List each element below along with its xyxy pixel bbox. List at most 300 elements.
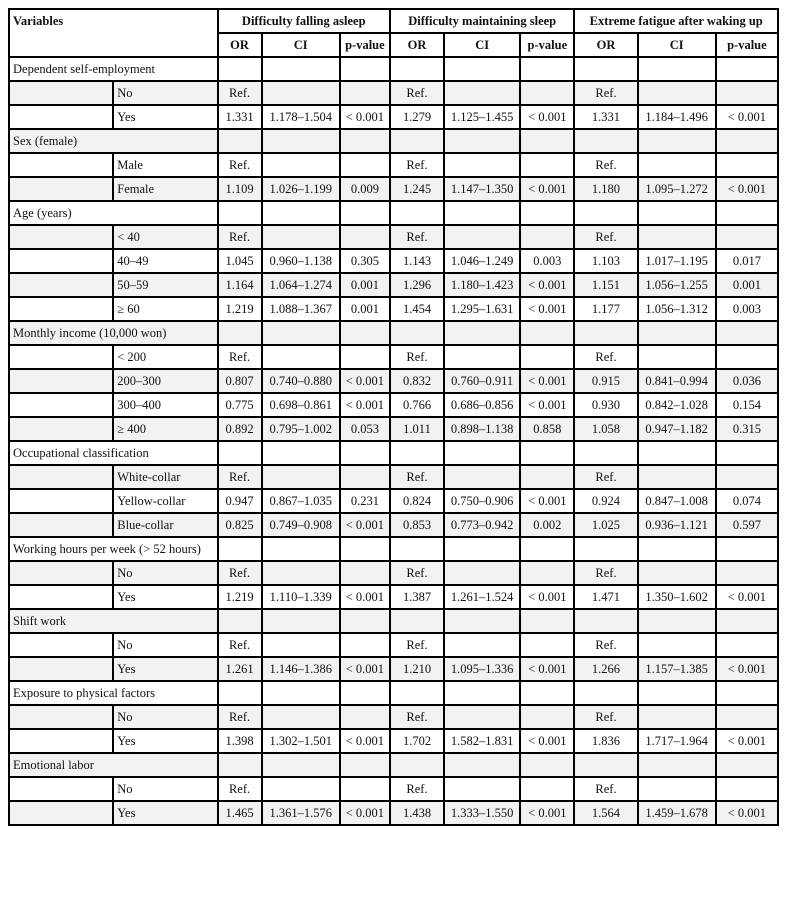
empty-cell	[520, 441, 574, 465]
p-value-cell: < 0.001	[520, 801, 574, 825]
category-label: Female	[113, 177, 217, 201]
sub-header-or: OR	[390, 33, 444, 57]
ci-cell: 0.947–1.182	[638, 417, 716, 441]
p-value-cell: < 0.001	[340, 801, 390, 825]
p-value-cell: < 0.001	[340, 585, 390, 609]
empty-cell	[444, 321, 520, 345]
empty-cell	[574, 441, 637, 465]
or-cell: 0.930	[574, 393, 637, 417]
category-label: Yes	[113, 105, 217, 129]
sub-header-ci: CI	[638, 33, 716, 57]
or-cell: Ref.	[574, 777, 637, 801]
empty-cell	[444, 681, 520, 705]
ci-cell: 1.180–1.423	[444, 273, 520, 297]
empty-cell	[716, 129, 778, 153]
ci-cell: 1.056–1.255	[638, 273, 716, 297]
table-row	[9, 657, 778, 681]
group-label: Age (years)	[9, 201, 218, 225]
or-cell: Ref.	[574, 561, 637, 585]
group-label: Dependent self-employment	[9, 57, 218, 81]
ci-cell: 1.110–1.339	[262, 585, 340, 609]
empty-cell	[262, 681, 340, 705]
category-label: Yes	[113, 585, 217, 609]
ci-cell	[638, 225, 716, 249]
or-cell: 0.807	[218, 369, 262, 393]
empty-cell	[520, 753, 574, 777]
indent-cell	[9, 369, 113, 393]
empty-cell	[390, 753, 444, 777]
p-value-cell	[340, 633, 390, 657]
or-cell: 1.438	[390, 801, 444, 825]
table-row	[9, 297, 778, 321]
empty-cell	[444, 129, 520, 153]
ci-cell: 0.698–0.861	[262, 393, 340, 417]
ci-cell: 1.302–1.501	[262, 729, 340, 753]
empty-cell	[218, 753, 262, 777]
empty-cell	[444, 441, 520, 465]
empty-cell	[390, 537, 444, 561]
or-cell: Ref.	[390, 633, 444, 657]
p-value-cell: 0.315	[716, 417, 778, 441]
indent-cell	[9, 249, 113, 273]
ci-cell: 1.157–1.385	[638, 657, 716, 681]
p-value-cell: < 0.001	[716, 177, 778, 201]
empty-cell	[574, 201, 637, 225]
table-row	[9, 465, 778, 489]
empty-cell	[340, 441, 390, 465]
p-value-cell	[340, 81, 390, 105]
group-row	[9, 57, 778, 81]
p-value-cell	[520, 561, 574, 585]
p-value-cell: 0.003	[520, 249, 574, 273]
category-label: ≥ 60	[113, 297, 217, 321]
or-cell: Ref.	[390, 225, 444, 249]
p-value-cell: 0.074	[716, 489, 778, 513]
group-row	[9, 609, 778, 633]
ci-cell: 0.960–1.138	[262, 249, 340, 273]
p-value-cell: < 0.001	[340, 513, 390, 537]
or-cell: 0.915	[574, 369, 637, 393]
empty-cell	[574, 753, 637, 777]
ci-cell: 1.361–1.576	[262, 801, 340, 825]
or-cell: Ref.	[574, 153, 637, 177]
category-label: White-collar	[113, 465, 217, 489]
group-label: Occupational classification	[9, 441, 218, 465]
or-cell: Ref.	[218, 705, 262, 729]
p-value-cell: < 0.001	[520, 273, 574, 297]
empty-cell	[638, 681, 716, 705]
p-value-cell: < 0.001	[520, 729, 574, 753]
p-value-cell	[716, 561, 778, 585]
p-value-cell: 0.305	[340, 249, 390, 273]
indent-cell	[9, 585, 113, 609]
group-row	[9, 537, 778, 561]
table-row	[9, 417, 778, 441]
or-cell: 1.011	[390, 417, 444, 441]
or-cell: 1.387	[390, 585, 444, 609]
empty-cell	[218, 201, 262, 225]
ci-cell: 0.867–1.035	[262, 489, 340, 513]
category-label: Yes	[113, 729, 217, 753]
empty-cell	[340, 57, 390, 81]
variables-header: Variables	[9, 9, 218, 57]
ci-cell: 1.056–1.312	[638, 297, 716, 321]
or-cell: 1.331	[574, 105, 637, 129]
indent-cell	[9, 393, 113, 417]
sub-header-p-value: p-value	[520, 33, 574, 57]
empty-cell	[520, 321, 574, 345]
ci-cell	[444, 345, 520, 369]
empty-cell	[262, 441, 340, 465]
empty-cell	[340, 537, 390, 561]
ci-cell: 0.842–1.028	[638, 393, 716, 417]
ci-cell	[638, 465, 716, 489]
or-cell: 1.702	[390, 729, 444, 753]
empty-cell	[638, 201, 716, 225]
p-value-cell	[716, 345, 778, 369]
p-value-cell: 0.017	[716, 249, 778, 273]
p-value-cell: < 0.001	[340, 393, 390, 417]
ci-cell: 1.178–1.504	[262, 105, 340, 129]
or-cell: Ref.	[218, 561, 262, 585]
p-value-cell: < 0.001	[716, 585, 778, 609]
indent-cell	[9, 273, 113, 297]
empty-cell	[638, 537, 716, 561]
indent-cell	[9, 489, 113, 513]
ci-cell	[638, 153, 716, 177]
sub-header-ci: CI	[444, 33, 520, 57]
or-cell: Ref.	[574, 225, 637, 249]
ci-cell: 0.686–0.856	[444, 393, 520, 417]
empty-cell	[638, 129, 716, 153]
ci-cell	[262, 81, 340, 105]
category-label: < 40	[113, 225, 217, 249]
p-value-cell	[716, 153, 778, 177]
p-value-cell	[340, 777, 390, 801]
empty-cell	[218, 537, 262, 561]
empty-cell	[262, 753, 340, 777]
p-value-cell	[520, 345, 574, 369]
p-value-cell	[520, 81, 574, 105]
group-label: Working hours per week (> 52 hours)	[9, 537, 218, 561]
ci-cell	[444, 465, 520, 489]
indent-cell	[9, 105, 113, 129]
table-row	[9, 633, 778, 657]
empty-cell	[444, 201, 520, 225]
ci-cell	[444, 633, 520, 657]
empty-cell	[520, 681, 574, 705]
or-cell: 1.331	[218, 105, 262, 129]
category-label: No	[113, 561, 217, 585]
ci-cell: 0.847–1.008	[638, 489, 716, 513]
or-cell: 1.836	[574, 729, 637, 753]
ci-cell	[638, 633, 716, 657]
empty-cell	[520, 537, 574, 561]
p-value-cell: < 0.001	[716, 801, 778, 825]
p-value-cell	[340, 465, 390, 489]
sub-header-ci: CI	[262, 33, 340, 57]
empty-cell	[340, 753, 390, 777]
empty-cell	[390, 129, 444, 153]
empty-cell	[716, 201, 778, 225]
empty-cell	[390, 681, 444, 705]
or-cell: 1.398	[218, 729, 262, 753]
ci-cell: 0.898–1.138	[444, 417, 520, 441]
empty-cell	[716, 753, 778, 777]
ci-cell	[262, 561, 340, 585]
ci-cell: 1.459–1.678	[638, 801, 716, 825]
ci-cell: 1.095–1.336	[444, 657, 520, 681]
p-value-cell	[716, 633, 778, 657]
or-cell: 0.775	[218, 393, 262, 417]
ci-cell	[444, 705, 520, 729]
group-header-maintaining-sleep: Difficulty maintaining sleep	[390, 9, 574, 33]
ci-cell: 1.350–1.602	[638, 585, 716, 609]
empty-cell	[390, 201, 444, 225]
empty-cell	[444, 537, 520, 561]
ci-cell	[638, 561, 716, 585]
table-row	[9, 777, 778, 801]
or-cell: 1.025	[574, 513, 637, 537]
empty-cell	[218, 57, 262, 81]
empty-cell	[390, 321, 444, 345]
or-cell: 1.261	[218, 657, 262, 681]
or-cell: 1.471	[574, 585, 637, 609]
indent-cell	[9, 465, 113, 489]
empty-cell	[390, 609, 444, 633]
or-cell: 0.853	[390, 513, 444, 537]
p-value-cell: < 0.001	[340, 369, 390, 393]
ci-cell: 0.740–0.880	[262, 369, 340, 393]
p-value-cell: 0.154	[716, 393, 778, 417]
p-value-cell	[716, 225, 778, 249]
ci-cell	[444, 561, 520, 585]
p-value-cell: < 0.001	[520, 177, 574, 201]
or-cell: 1.465	[218, 801, 262, 825]
or-cell: Ref.	[390, 465, 444, 489]
empty-cell	[340, 321, 390, 345]
or-cell: Ref.	[218, 633, 262, 657]
category-label: No	[113, 81, 217, 105]
empty-cell	[716, 681, 778, 705]
p-value-cell	[340, 153, 390, 177]
or-cell: Ref.	[218, 465, 262, 489]
empty-cell	[638, 441, 716, 465]
empty-cell	[716, 441, 778, 465]
indent-cell	[9, 777, 113, 801]
ci-cell: 1.717–1.964	[638, 729, 716, 753]
table-row	[9, 105, 778, 129]
category-label: Yellow-collar	[113, 489, 217, 513]
empty-cell	[716, 609, 778, 633]
empty-cell	[262, 129, 340, 153]
indent-cell	[9, 633, 113, 657]
ci-cell: 0.749–0.908	[262, 513, 340, 537]
category-label: No	[113, 705, 217, 729]
category-label: Yes	[113, 801, 217, 825]
category-label: < 200	[113, 345, 217, 369]
p-value-cell	[716, 81, 778, 105]
p-value-cell: 0.001	[340, 297, 390, 321]
category-label: No	[113, 777, 217, 801]
ci-cell: 1.295–1.631	[444, 297, 520, 321]
ci-cell: 1.184–1.496	[638, 105, 716, 129]
or-cell: 1.219	[218, 297, 262, 321]
ci-cell: 1.125–1.455	[444, 105, 520, 129]
empty-cell	[574, 321, 637, 345]
or-cell: 0.825	[218, 513, 262, 537]
or-cell: Ref.	[390, 777, 444, 801]
category-label: No	[113, 633, 217, 657]
empty-cell	[574, 129, 637, 153]
ci-cell	[638, 777, 716, 801]
p-value-cell: 0.001	[716, 273, 778, 297]
ci-cell: 1.261–1.524	[444, 585, 520, 609]
category-label: 300–400	[113, 393, 217, 417]
empty-cell	[218, 681, 262, 705]
p-value-cell: < 0.001	[520, 369, 574, 393]
indent-cell	[9, 657, 113, 681]
group-label: Exposure to physical factors	[9, 681, 218, 705]
ci-cell	[262, 777, 340, 801]
or-cell: 1.266	[574, 657, 637, 681]
category-label: 40–49	[113, 249, 217, 273]
empty-cell	[638, 57, 716, 81]
p-value-cell	[520, 153, 574, 177]
group-row	[9, 441, 778, 465]
sub-header-or: OR	[218, 33, 262, 57]
ci-cell: 0.760–0.911	[444, 369, 520, 393]
p-value-cell	[520, 777, 574, 801]
or-cell: Ref.	[574, 705, 637, 729]
empty-cell	[638, 609, 716, 633]
empty-cell	[574, 609, 637, 633]
sub-header-or: OR	[574, 33, 637, 57]
or-cell: Ref.	[390, 705, 444, 729]
or-cell: 0.947	[218, 489, 262, 513]
or-cell: Ref.	[390, 81, 444, 105]
group-header-falling-asleep: Difficulty falling asleep	[218, 9, 390, 33]
or-cell: 1.219	[218, 585, 262, 609]
empty-cell	[262, 537, 340, 561]
p-value-cell: 0.003	[716, 297, 778, 321]
p-value-cell: 0.053	[340, 417, 390, 441]
or-cell: 0.892	[218, 417, 262, 441]
p-value-cell	[520, 705, 574, 729]
or-cell: 0.824	[390, 489, 444, 513]
ci-cell	[444, 225, 520, 249]
or-cell: 1.151	[574, 273, 637, 297]
indent-cell	[9, 513, 113, 537]
ci-cell: 0.750–0.906	[444, 489, 520, 513]
empty-cell	[574, 537, 637, 561]
empty-cell	[390, 441, 444, 465]
table-row	[9, 393, 778, 417]
table-row	[9, 249, 778, 273]
p-value-cell: < 0.001	[520, 297, 574, 321]
category-label: Male	[113, 153, 217, 177]
or-cell: 0.766	[390, 393, 444, 417]
p-value-cell: < 0.001	[520, 585, 574, 609]
ci-cell	[444, 777, 520, 801]
ci-cell	[262, 705, 340, 729]
table-row	[9, 729, 778, 753]
empty-cell	[716, 321, 778, 345]
ci-cell	[444, 81, 520, 105]
table-row	[9, 369, 778, 393]
p-value-cell: 0.009	[340, 177, 390, 201]
ci-cell	[444, 153, 520, 177]
empty-cell	[716, 537, 778, 561]
p-value-cell: < 0.001	[340, 657, 390, 681]
p-value-cell: < 0.001	[716, 729, 778, 753]
p-value-cell	[716, 705, 778, 729]
p-value-cell	[520, 465, 574, 489]
indent-cell	[9, 417, 113, 441]
or-cell: 1.103	[574, 249, 637, 273]
p-value-cell	[716, 465, 778, 489]
or-cell: 1.564	[574, 801, 637, 825]
empty-cell	[574, 57, 637, 81]
p-value-cell	[520, 225, 574, 249]
ci-cell: 1.582–1.831	[444, 729, 520, 753]
or-cell: 1.454	[390, 297, 444, 321]
empty-cell	[262, 201, 340, 225]
or-cell: Ref.	[218, 153, 262, 177]
or-cell: 1.109	[218, 177, 262, 201]
ci-cell	[262, 465, 340, 489]
odds-ratio-table	[8, 8, 779, 826]
indent-cell	[9, 297, 113, 321]
empty-cell	[218, 129, 262, 153]
indent-cell	[9, 705, 113, 729]
p-value-cell	[340, 345, 390, 369]
p-value-cell: 0.001	[340, 273, 390, 297]
table-row	[9, 273, 778, 297]
empty-cell	[262, 321, 340, 345]
or-cell: Ref.	[574, 633, 637, 657]
indent-cell	[9, 225, 113, 249]
indent-cell	[9, 81, 113, 105]
p-value-cell: 0.002	[520, 513, 574, 537]
ci-cell: 1.095–1.272	[638, 177, 716, 201]
group-row	[9, 321, 778, 345]
empty-cell	[390, 57, 444, 81]
table-row	[9, 81, 778, 105]
or-cell: Ref.	[218, 81, 262, 105]
category-label: Yes	[113, 657, 217, 681]
group-label: Shift work	[9, 609, 218, 633]
or-cell: 1.177	[574, 297, 637, 321]
table-header	[9, 9, 778, 57]
group-label: Emotional labor	[9, 753, 218, 777]
or-cell: 1.210	[390, 657, 444, 681]
p-value-cell: 0.036	[716, 369, 778, 393]
or-cell: 1.279	[390, 105, 444, 129]
table-row	[9, 345, 778, 369]
p-value-cell: < 0.001	[520, 393, 574, 417]
or-cell: 1.058	[574, 417, 637, 441]
empty-cell	[638, 321, 716, 345]
empty-cell	[520, 201, 574, 225]
p-value-cell: < 0.001	[340, 729, 390, 753]
category-label: Blue-collar	[113, 513, 217, 537]
or-cell: 0.832	[390, 369, 444, 393]
table-row	[9, 801, 778, 825]
or-cell: Ref.	[390, 561, 444, 585]
empty-cell	[218, 321, 262, 345]
ci-cell: 1.146–1.386	[262, 657, 340, 681]
